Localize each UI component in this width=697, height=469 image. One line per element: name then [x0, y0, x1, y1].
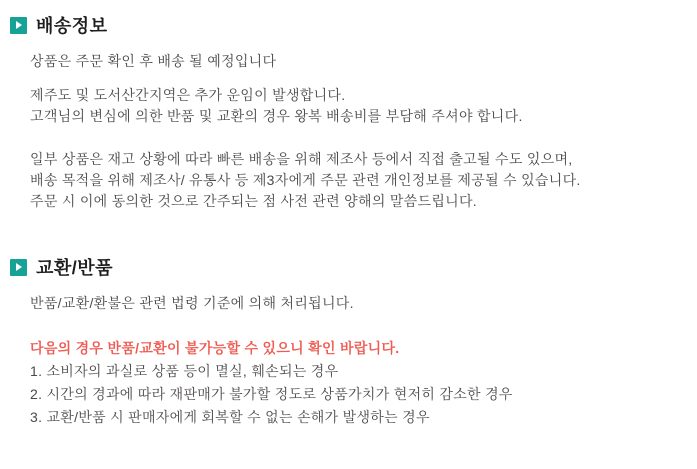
shipping-paragraph: [30, 85, 683, 127]
shipping-section-header: [10, 12, 683, 38]
returns-warning-text: 다음의 경우 반품/교환이 불가능할 수 있으니 확인 바랍니다.: [30, 340, 400, 356]
shipping-paragraph: [30, 149, 683, 212]
shipping-paragraph: 상품은 주문 확인 후 배송 될 예정입니다: [30, 53, 277, 69]
play-bullet-icon: [10, 17, 27, 34]
returns-case-item: 1. 소비자의 과실로 상품 등이 멸실, 훼손되는 경우: [30, 363, 339, 379]
shipping-section-title: 배송정보: [36, 16, 108, 36]
shipping-line: 고객님의 변심에 의한 반품 및 교환의 경우 왕복 배송비를 부담해 주셔야 합니다.: [30, 108, 523, 124]
returns-case-item: 2. 시간의 경과에 따라 재판매가 불가할 정도로 상품가치가 현저히 감소한 경우: [30, 386, 513, 402]
play-bullet-icon: [10, 259, 27, 276]
returns-paragraph: 반품/교환/환불은 관련 법령 기준에 의해 처리됩니다.: [30, 295, 354, 311]
returns-section-title: 교환/반품: [36, 258, 114, 278]
shipping-line: 주문 시 이에 동의한 것으로 간주되는 점 사전 관련 양해의 말씀드립니다.: [30, 193, 477, 209]
returns-case-list: [30, 360, 683, 429]
returns-section-body: [30, 293, 683, 429]
shipping-section-body: [30, 51, 683, 212]
shipping-line: 제주도 및 도서산간지역은 추가 운임이 발생합니다.: [30, 87, 346, 103]
returns-section-header: [10, 254, 683, 280]
returns-case-item: 3. 교환/반품 시 판매자에게 회복할 수 없는 손해가 발생하는 경우: [30, 409, 430, 425]
shipping-line: 일부 상품은 재고 상황에 따라 빠른 배송을 위해 제조사 등에서 직접 출고될 수도 있으며,: [30, 151, 573, 167]
shipping-line: 배송 목적을 위해 제조사/ 유통사 등 제3자에게 주문 관련 개인정보를 제공될 수 있습니다.: [30, 172, 581, 188]
